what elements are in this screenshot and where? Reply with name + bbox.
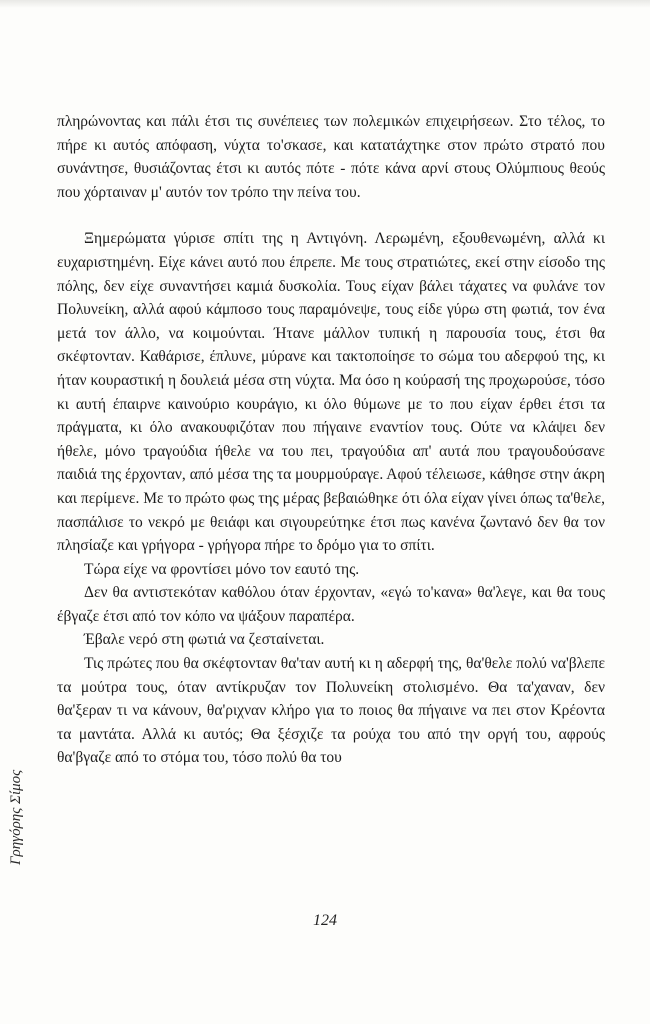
paragraph: Δεν θα αντιστεκόταν καθόλου όταν έρχονταν, «εγώ το'κανα» θα'λεγε, και θα τους έβγαζε έτσι από τον κόπο να ψάξουν παραπέρα. — [57, 584, 605, 625]
side-author-name: Γρηγόρης Σίμος — [8, 769, 24, 865]
page-top-edge — [0, 0, 650, 8]
paragraph-continuation: πληρώνοντας και πάλι έτσι τις συνέπειες των πολεμικών επιχειρήσεων. Στο τέλος, το πήρε κι αυτός απόφαση, νύχτα το'σκασε, και κατατάχτηκε στον πρώτο στρατό που συνάντησε, θυσιάζοντας έτσι κι αυτός πότε - πότε κάνα αρνί στους Ολύμπιους θεούς που χόρταιναν μ' αυτόν τον τρόπο την πείνα του. — [57, 113, 605, 201]
paragraph: Ξημερώματα γύρισε σπίτι της η Αντιγόνη. Λερωμένη, εξουθενωμένη, αλλά κι ευχαριστημένη. Είχε κάνει αυτό που έπρεπε. Με τους στρατιώτες, εκεί στην είσοδο της πόλης, δεν είχε συναντήσει καμιά δυσκολία. Τους είχαν βάλει τάχατες να φυλάνε τον Πολυνείκη, αλλά αφού κάμποσο τους παραμόνεψε, τους είδε γύρω στη φωτιά, τον ένα μετά τον άλλο, να κοιμούνται. Ήτανε μάλλον τυπική η παρουσία τους, έτσι θα σκέφτονταν. Καθάρισε, έπλυνε, μύρανε και τακτοποίησε το σώμα του αδερφού της, κι ήταν κουραστική η δουλειά μέσα στη νύχτα. Μα όσο η κούρασή της προχωρούσε, τόσο κι αυτή έπαιρνε καινούριο κουράγιο, κι όλο θύμωνε με το που είχαν έρθει έτσι τα πράγματα, κι όλο ανακουφιζόταν που πήγαινε εναντίον τους. Ούτε να κλάψει δεν ήθελε, μόνο τραγούδια ήθελε να του πει, τραγούδια απ' αυτά που τραγουδούσανε παιδιά της έρχονταν, από μέσα της τα μουρμούραγε. Αφού τέλειωσε, κάθησε στην άκρη και περίμενε. Με το πρώτο φως της μέρας βεβαιώθηκε ότι όλα είχαν γίνει όπως τα'θελε, πασπάλισε το νεκρό με θειάφι και σιγουρεύτηκε έτσι πως κανένα ζωντανό δεν θα τον πλησίαζε και γρήγορα - γρήγορα πήρε το δρόμο για το σπίτι. — [57, 230, 605, 555]
page-number: 124 — [313, 912, 337, 929]
book-page-text — [57, 110, 605, 770]
paragraph: Τώρα είχε να φροντίσει μόνο τον εαυτό της. — [84, 560, 360, 578]
paragraph: Έβαλε νερό στη φωτιά να ζεσταίνεται. — [84, 631, 325, 649]
paragraph: Τις πρώτες που θα σκέφτονταν θα'ταν αυτή κι η αδερφή της, θα'θελε πολύ να'βλεπε τα μούτρα τους, όταν αντίκρυζαν τον Πολυνείκη στολισμένο. Θα τα'χαναν, δεν θα'ξεραν τι να κάνουν, θα'ριχναν κλήρο για το ποιος θα πήγαινε να πει στον Κρέοντα τα μαντάτα. Αλλά κι αυτός; Θα ξέσχιζε τα ρούχα του από την οργή του, αφρούς θα'βγαζε από το στόμα του, τόσο πολύ θα του — [57, 655, 605, 767]
